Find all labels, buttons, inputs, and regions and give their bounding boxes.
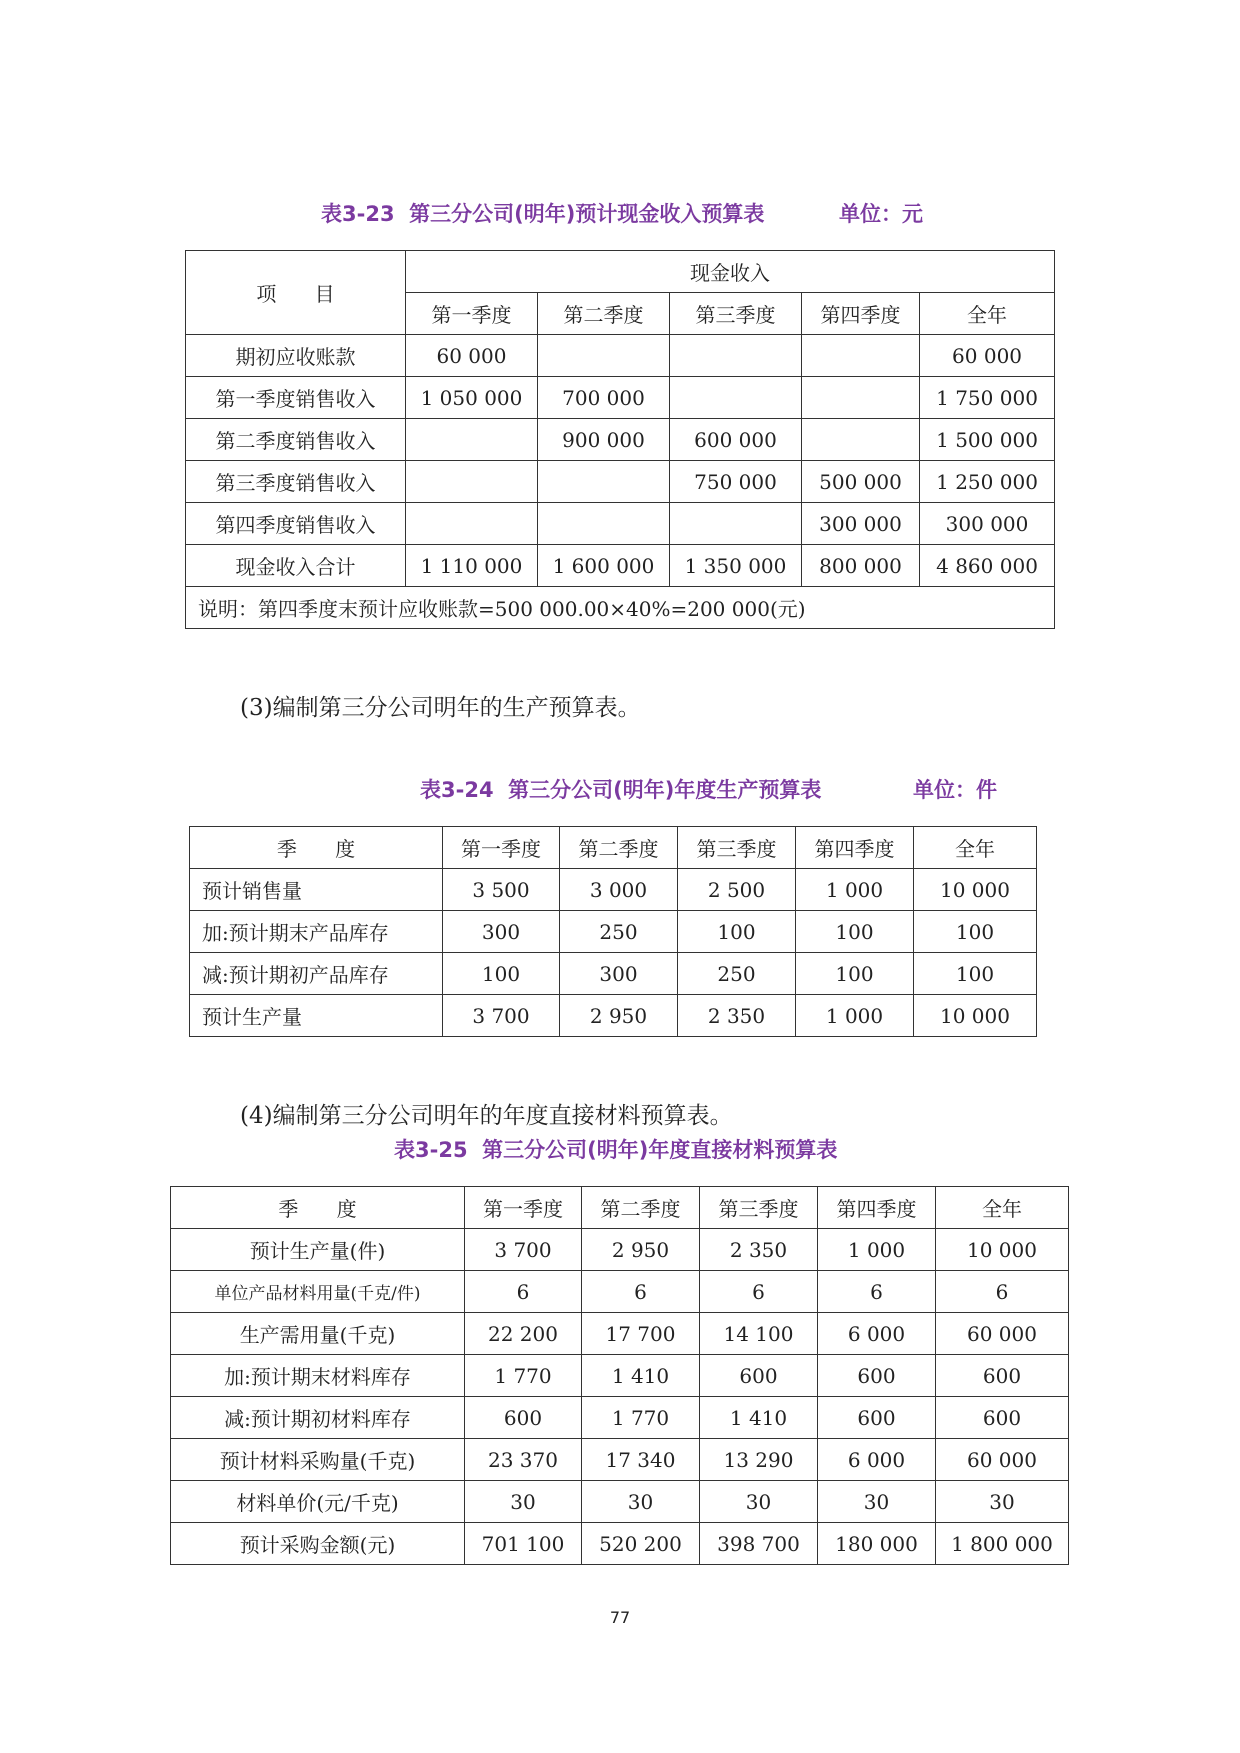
- cell: 250: [678, 953, 796, 995]
- row-label: 材料单价(元/千克): [171, 1481, 465, 1523]
- cell: 2 950: [560, 995, 678, 1037]
- cash-receipts-table: [185, 250, 1055, 629]
- cell: 700 000: [538, 377, 670, 419]
- paragraph-step3: (3)编制第三分公司明年的生产预算表。: [240, 695, 641, 721]
- cell: 600: [818, 1397, 936, 1439]
- cell: 3 000: [560, 869, 678, 911]
- cell: 100: [914, 911, 1037, 953]
- cell: [538, 335, 670, 377]
- cell: [802, 419, 920, 461]
- cell: 180 000: [818, 1523, 936, 1565]
- cell: 600: [936, 1355, 1069, 1397]
- cell: 500 000: [802, 461, 920, 503]
- table1-unit: 单位：元: [839, 202, 923, 226]
- table-row: [190, 869, 1037, 911]
- cell: 22 200: [465, 1313, 582, 1355]
- cell: 2 950: [582, 1229, 700, 1271]
- cell: 6 000: [818, 1313, 936, 1355]
- cell: 701 100: [465, 1523, 582, 1565]
- cell: 3 700: [443, 995, 560, 1037]
- cell: 60 000: [920, 335, 1055, 377]
- cell: 600: [465, 1397, 582, 1439]
- row-label: 减:预计期初产品库存: [190, 953, 443, 995]
- header-q1: 第一季度: [406, 293, 538, 335]
- page-number: 77: [609, 1608, 631, 1627]
- cell: 4 860 000: [920, 545, 1055, 587]
- header-q1: 第一季度: [443, 827, 560, 869]
- table-row: [186, 545, 1055, 587]
- table-row: [190, 953, 1037, 995]
- table3-caption: 表3-25 第三分公司(明年)年度直接材料预算表: [394, 1138, 838, 1162]
- cell: 1 000: [796, 995, 914, 1037]
- header-cash-receipts: 现金收入: [406, 251, 1055, 293]
- cell: 100: [914, 953, 1037, 995]
- cell: 250: [560, 911, 678, 953]
- table-row: [190, 911, 1037, 953]
- cell: 100: [678, 911, 796, 953]
- cell: 6: [465, 1271, 582, 1313]
- paragraph-step4: (4)编制第三分公司明年的年度直接材料预算表。: [240, 1103, 733, 1129]
- row-label: 预计生产量: [190, 995, 443, 1037]
- direct-materials-table: [170, 1186, 1069, 1565]
- cell: 6: [818, 1271, 936, 1313]
- table-row: [186, 419, 1055, 461]
- cell: [802, 377, 920, 419]
- cell: [406, 503, 538, 545]
- cell: 6 000: [818, 1439, 936, 1481]
- cell: 300: [443, 911, 560, 953]
- cell: 17 700: [582, 1313, 700, 1355]
- cell: 3 700: [465, 1229, 582, 1271]
- cell: 30: [936, 1481, 1069, 1523]
- cell: [538, 503, 670, 545]
- cell: 1 000: [796, 869, 914, 911]
- cell: 1 410: [700, 1397, 818, 1439]
- row-label: 第一季度销售收入: [186, 377, 406, 419]
- cell: 2 350: [678, 995, 796, 1037]
- cell: 300 000: [802, 503, 920, 545]
- cell: 1 000: [818, 1229, 936, 1271]
- cell: 1 600 000: [538, 545, 670, 587]
- header-year: 全年: [914, 827, 1037, 869]
- header-q2: 第二季度: [560, 827, 678, 869]
- row-label: 预计材料采购量(千克): [171, 1439, 465, 1481]
- cell: 23 370: [465, 1439, 582, 1481]
- cell: 13 290: [700, 1439, 818, 1481]
- table-row: [186, 335, 1055, 377]
- header-season: 季 度: [190, 827, 443, 869]
- table-row: [171, 1355, 1069, 1397]
- cell: 1 050 000: [406, 377, 538, 419]
- header-year: 全年: [920, 293, 1055, 335]
- table-row: [186, 503, 1055, 545]
- header-year: 全年: [936, 1187, 1069, 1229]
- row-label: 减:预计期初材料库存: [171, 1397, 465, 1439]
- row-label: 加:预计期末产品库存: [190, 911, 443, 953]
- cell: 600: [700, 1355, 818, 1397]
- cell: [670, 335, 802, 377]
- cell: 800 000: [802, 545, 920, 587]
- cell: 17 340: [582, 1439, 700, 1481]
- row-label: 第二季度销售收入: [186, 419, 406, 461]
- cell: 100: [796, 911, 914, 953]
- cell: [670, 503, 802, 545]
- cell: 1 750 000: [920, 377, 1055, 419]
- cell: 6: [936, 1271, 1069, 1313]
- cell: 6: [582, 1271, 700, 1313]
- header-q2: 第二季度: [582, 1187, 700, 1229]
- table2-unit: 单位：件: [913, 778, 997, 802]
- cell: 30: [465, 1481, 582, 1523]
- cell: [538, 461, 670, 503]
- header-q2: 第二季度: [538, 293, 670, 335]
- cell: 600: [936, 1397, 1069, 1439]
- cell: 10 000: [936, 1229, 1069, 1271]
- cell: 398 700: [700, 1523, 818, 1565]
- header-q4: 第四季度: [818, 1187, 936, 1229]
- cell: 3 500: [443, 869, 560, 911]
- cell: 1 500 000: [920, 419, 1055, 461]
- cell: 1 770: [582, 1397, 700, 1439]
- row-label: 第三季度销售收入: [186, 461, 406, 503]
- cell: 30: [818, 1481, 936, 1523]
- cell: 520 200: [582, 1523, 700, 1565]
- table-row: [186, 377, 1055, 419]
- cell: 100: [796, 953, 914, 995]
- cell: [802, 335, 920, 377]
- cell: [670, 377, 802, 419]
- header-q3: 第三季度: [678, 827, 796, 869]
- cell: 1 350 000: [670, 545, 802, 587]
- cell: 6: [700, 1271, 818, 1313]
- cell: 2 350: [700, 1229, 818, 1271]
- header-item: 项 目: [186, 251, 406, 335]
- cell: 600 000: [670, 419, 802, 461]
- table-row: [171, 1397, 1069, 1439]
- header-q4: 第四季度: [802, 293, 920, 335]
- cell: 1 410: [582, 1355, 700, 1397]
- cell: 750 000: [670, 461, 802, 503]
- header-q1: 第一季度: [465, 1187, 582, 1229]
- header-season: 季 度: [171, 1187, 465, 1229]
- cell: 14 100: [700, 1313, 818, 1355]
- row-label: 生产需用量(千克): [171, 1313, 465, 1355]
- header-q3: 第三季度: [670, 293, 802, 335]
- row-label: 期初应收账款: [186, 335, 406, 377]
- row-label: 预计采购金额(元): [171, 1523, 465, 1565]
- cell: 1 770: [465, 1355, 582, 1397]
- cell: [406, 461, 538, 503]
- cell: 60 000: [936, 1313, 1069, 1355]
- cell: 10 000: [914, 995, 1037, 1037]
- table-row: [171, 1313, 1069, 1355]
- table-note: 说明：第四季度末预计应收账款=500 000.00×40%=200 000(元): [186, 587, 1055, 629]
- table-row: [171, 1523, 1069, 1565]
- table-row: [186, 461, 1055, 503]
- cell: 10 000: [914, 869, 1037, 911]
- row-label: 预计销售量: [190, 869, 443, 911]
- row-label: 加:预计期末材料库存: [171, 1355, 465, 1397]
- row-label: 第四季度销售收入: [186, 503, 406, 545]
- cell: 900 000: [538, 419, 670, 461]
- table-row: [171, 1229, 1069, 1271]
- cell: 60 000: [936, 1439, 1069, 1481]
- cell: 30: [700, 1481, 818, 1523]
- cell: 300: [560, 953, 678, 995]
- table-row: [171, 1439, 1069, 1481]
- header-q3: 第三季度: [700, 1187, 818, 1229]
- cell: 2 500: [678, 869, 796, 911]
- table-row: [171, 1271, 1069, 1313]
- row-label: 现金收入合计: [186, 545, 406, 587]
- cell: 300 000: [920, 503, 1055, 545]
- cell: 1 110 000: [406, 545, 538, 587]
- cell: 60 000: [406, 335, 538, 377]
- table-row: [190, 995, 1037, 1037]
- row-label: 预计生产量(件): [171, 1229, 465, 1271]
- row-label: 单位产品材料用量(千克/件): [171, 1271, 465, 1313]
- production-budget-table: [189, 826, 1037, 1037]
- table-row: [171, 1481, 1069, 1523]
- cell: 1 250 000: [920, 461, 1055, 503]
- cell: 600: [818, 1355, 936, 1397]
- table1-caption: 表3-23 第三分公司(明年)预计现金收入预算表: [321, 202, 765, 226]
- cell: 100: [443, 953, 560, 995]
- cell: 1 800 000: [936, 1523, 1069, 1565]
- cell: 30: [582, 1481, 700, 1523]
- header-q4: 第四季度: [796, 827, 914, 869]
- cell: [406, 419, 538, 461]
- table2-caption: 表3-24 第三分公司(明年)年度生产预算表: [420, 778, 822, 802]
